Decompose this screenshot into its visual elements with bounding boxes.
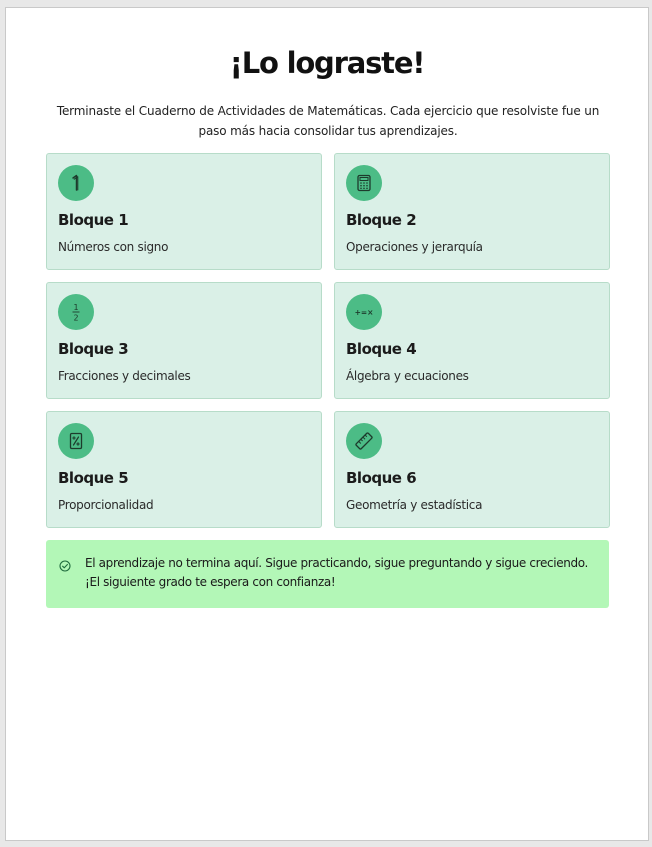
block-title: Bloque 3 <box>58 340 129 358</box>
closing-message-box <box>46 540 609 608</box>
block-card-1 <box>46 153 322 270</box>
block-subtitle: Álgebra y ecuaciones <box>346 369 469 383</box>
closing-message: El aprendizaje no termina aquí. Sigue practicando, sigue preguntando y sigue creciendo. ¡El siguiente grado te espera con confianza! <box>85 556 589 589</box>
document-page <box>5 7 649 841</box>
block-card-4 <box>334 282 610 399</box>
calculator-icon <box>346 165 382 201</box>
intro-paragraph: Terminaste el Cuaderno de Actividades de Matemáticas. Cada ejercicio que resolviste fue un paso más hacia consolidar tus aprendizajes. <box>56 104 600 138</box>
block-title: Bloque 5 <box>58 469 129 487</box>
block-title: Bloque 4 <box>346 340 417 358</box>
fraction-icon <box>58 294 94 330</box>
block-title: Bloque 2 <box>346 211 417 229</box>
block-card-5 <box>46 411 322 528</box>
block-title: Bloque 1 <box>58 211 129 229</box>
number-one-icon <box>58 165 94 201</box>
check-circle-icon <box>59 557 71 576</box>
block-subtitle: Proporcionalidad <box>58 498 154 512</box>
block-card-2 <box>334 153 610 270</box>
ruler-icon <box>346 423 382 459</box>
fraction-denominator: 2 <box>73 313 79 323</box>
block-card-6 <box>334 411 610 528</box>
block-subtitle: Geometría y estadística <box>346 498 483 512</box>
equation-symbols: +=× <box>354 308 374 317</box>
percent-icon <box>58 423 94 459</box>
block-subtitle: Fracciones y decimales <box>58 369 191 383</box>
block-card-3 <box>46 282 322 399</box>
blocks-grid <box>46 153 610 528</box>
block-subtitle: Números con signo <box>58 240 169 254</box>
page-title: ¡Lo lograste! <box>229 46 425 80</box>
equation-icon <box>346 294 382 330</box>
fraction-numerator: 1 <box>73 303 79 312</box>
block-subtitle: Operaciones y jerarquía <box>346 240 483 254</box>
block-title: Bloque 6 <box>346 469 417 487</box>
